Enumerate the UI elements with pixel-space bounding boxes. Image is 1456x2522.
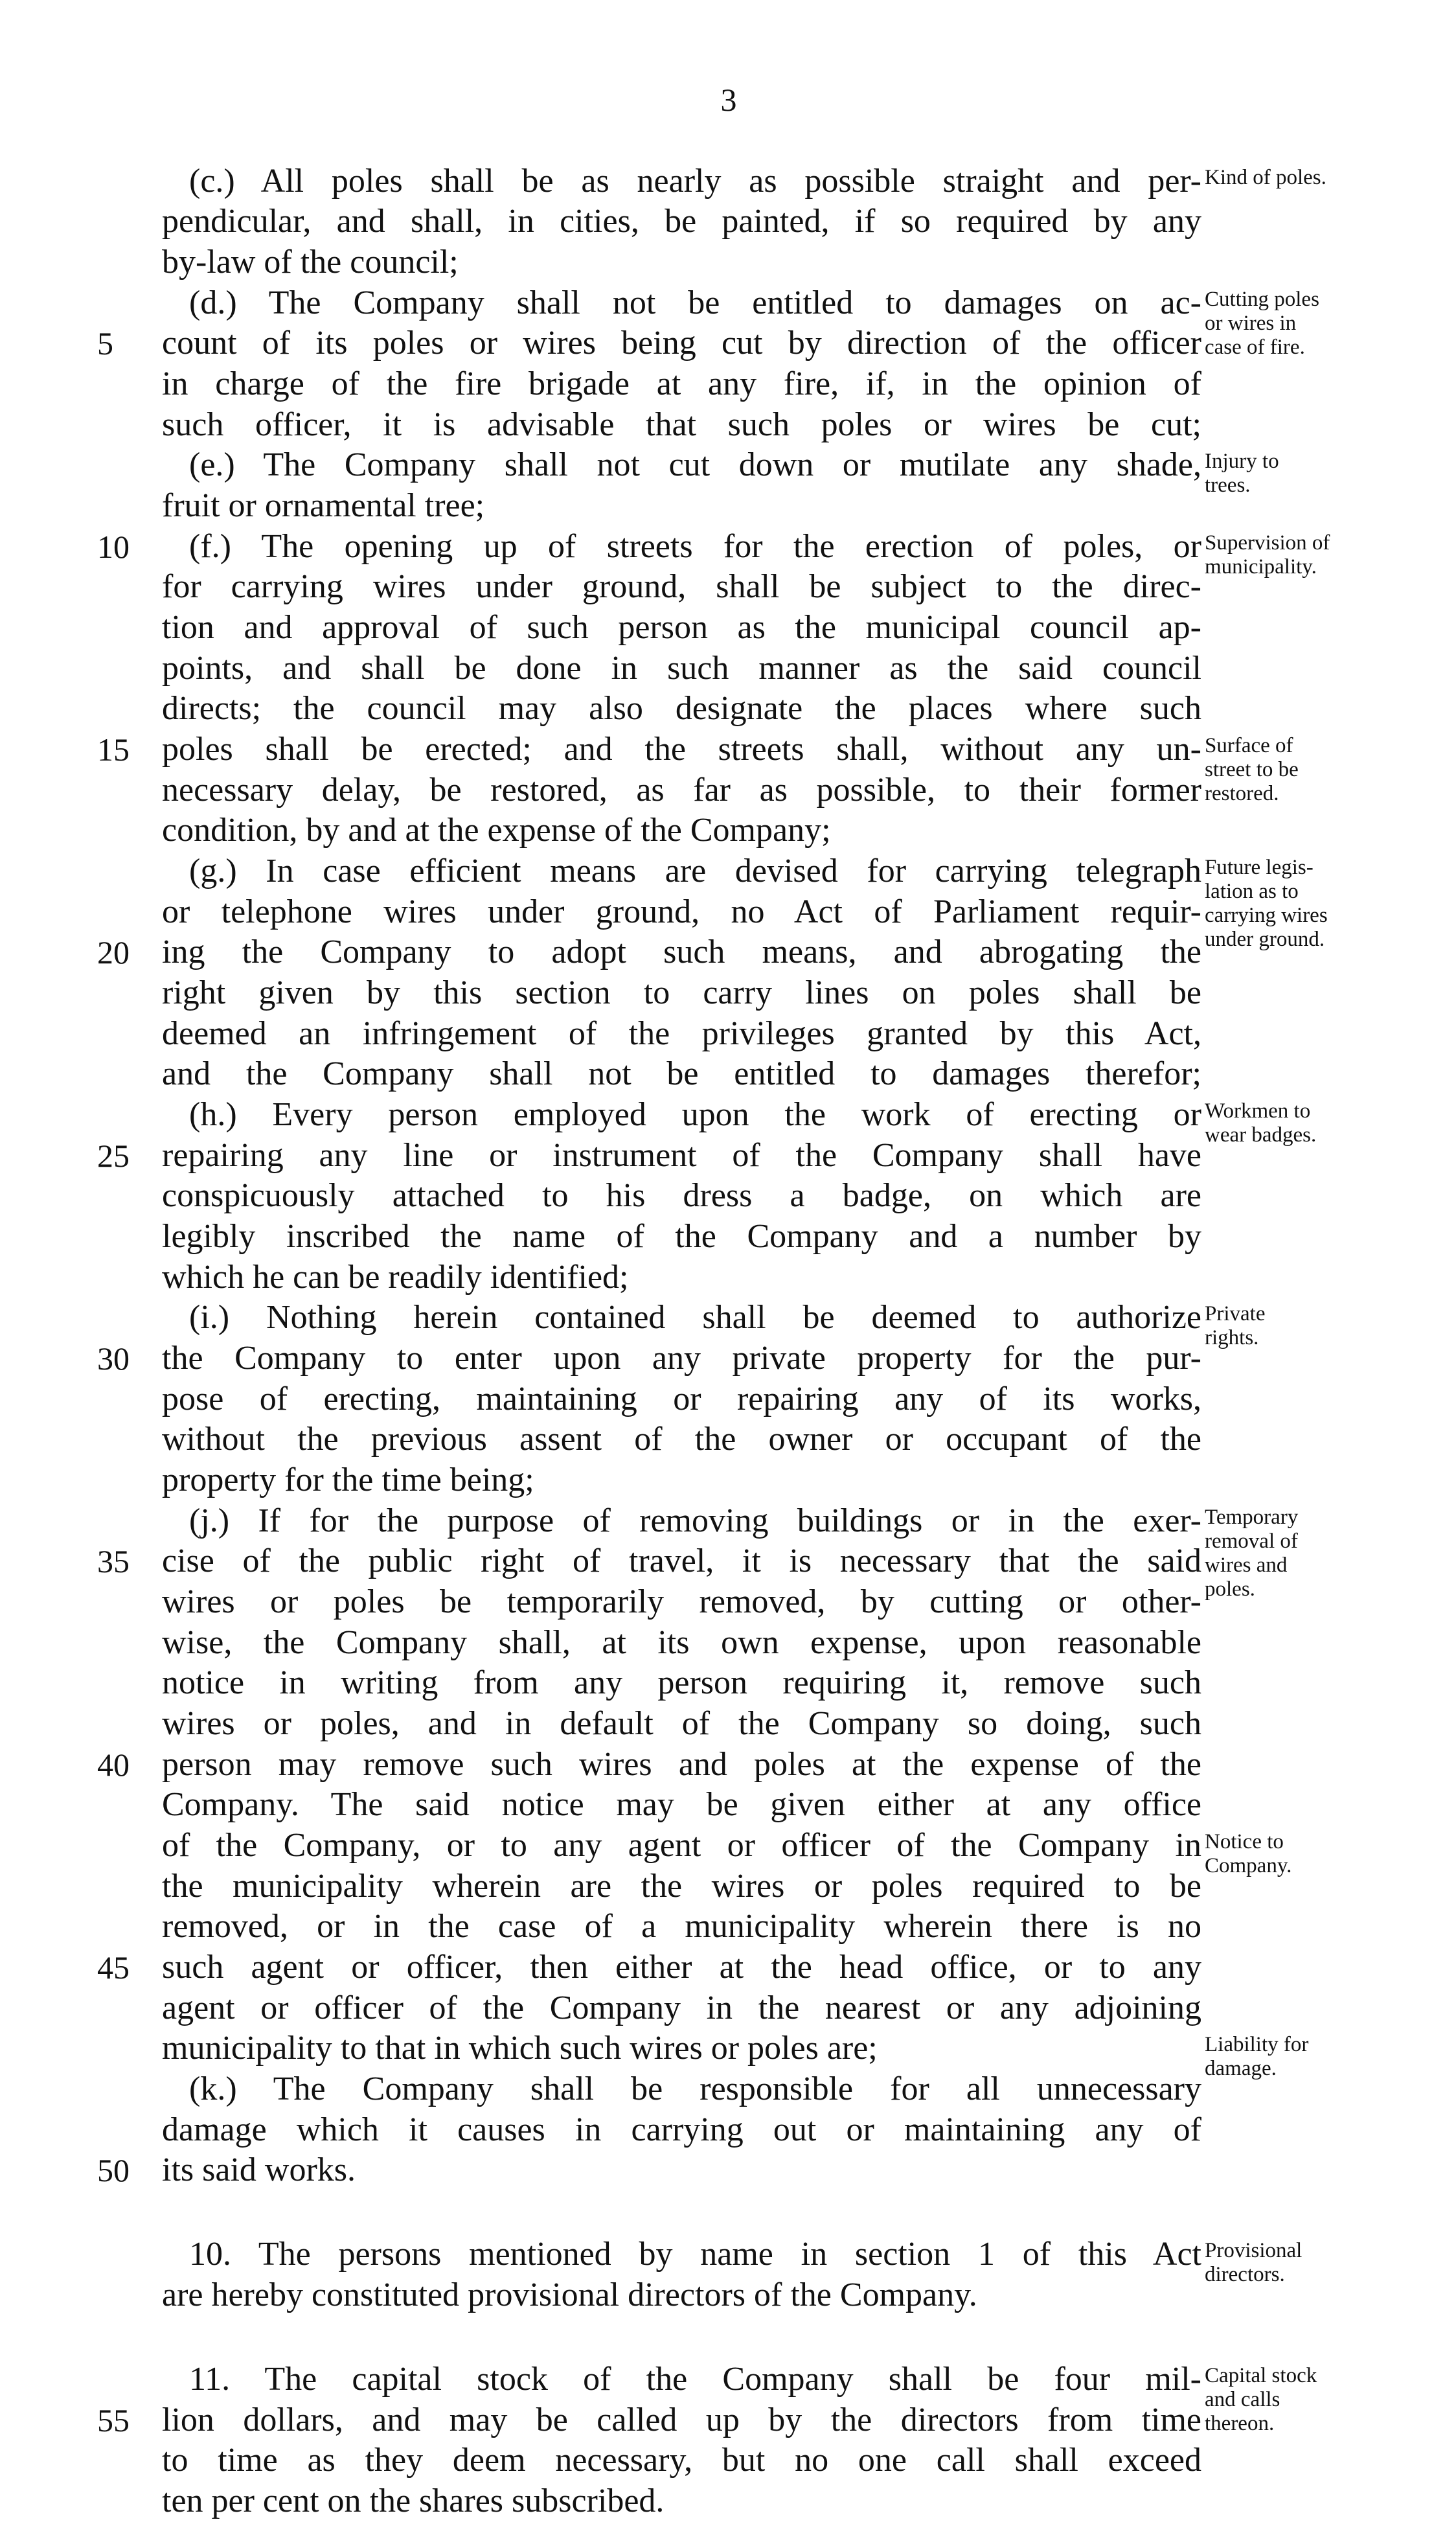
margin-note-line: Workmen to xyxy=(1205,1099,1311,1123)
margin-note xyxy=(1205,166,1380,190)
text-line xyxy=(162,1988,1201,2029)
margin-note-line: carrying wires xyxy=(1205,904,1328,927)
margin-note-line: Capital stock xyxy=(1205,2364,1317,2387)
text-line xyxy=(162,1500,1201,1542)
text-line-content: such officer, it is advisable that such poles or wires be cut; xyxy=(162,406,1201,443)
margin-note xyxy=(1205,734,1380,806)
text-line-content: points, and shall be done in such manner as the said council xyxy=(162,650,1201,687)
text-line-content: right given by this section to carry lines on poles shall be xyxy=(162,974,1201,1011)
margin-note-line: Liability for xyxy=(1205,2033,1309,2056)
text-line-content: (i.) Nothing herein contained shall be deemed to authorize xyxy=(189,1299,1201,1336)
text-line xyxy=(162,891,1201,933)
text-line xyxy=(162,2109,1201,2151)
text-line-content: lion dollars, and may be called up by the directors from time xyxy=(162,2402,1201,2438)
text-line xyxy=(162,2481,1201,2522)
text-line-content: its said works. xyxy=(162,2151,356,2188)
line-number: 10 xyxy=(97,529,130,565)
margin-note-line: and calls xyxy=(1205,2388,1280,2411)
margin-note-line: rights. xyxy=(1205,1326,1259,1349)
text-line xyxy=(162,1947,1201,1988)
margin-note xyxy=(1205,1830,1380,1878)
line-number: 5 xyxy=(97,325,113,361)
margin-note-line: Company. xyxy=(1205,1854,1292,1877)
text-line xyxy=(162,770,1201,811)
text-line-content: legibly inscribed the name of the Company and a number by xyxy=(162,1218,1201,1255)
text-line-content: pose of erecting, maintaining or repairing any of its works, xyxy=(162,1381,1201,1417)
text-line xyxy=(162,607,1201,648)
margin-note-line: Cutting poles xyxy=(1205,288,1319,311)
text-line-content: condition, by and at the expense of the Company; xyxy=(162,812,831,849)
text-line-content: fruit or ornamental tree; xyxy=(162,487,485,524)
text-line xyxy=(162,1784,1201,1826)
line-number: 15 xyxy=(97,731,130,768)
text-line xyxy=(162,1825,1201,1866)
margin-note-line: directors. xyxy=(1205,2263,1285,2286)
text-line xyxy=(162,1581,1201,1623)
text-line xyxy=(162,2275,1201,2316)
margin-note-line: Injury to xyxy=(1205,450,1279,473)
margin-note-line: case of fire. xyxy=(1205,336,1305,359)
text-line-content: notice in writing from any person requiring it, remove such xyxy=(162,1664,1201,1701)
text-line xyxy=(162,2149,1201,2191)
text-line xyxy=(162,282,1201,324)
text-line xyxy=(162,688,1201,729)
text-line-content: agent or officer of the Company in the nearest or any adjoining xyxy=(162,1989,1201,2026)
text-line xyxy=(162,2069,1201,2110)
text-line-content: ten per cent on the shares subscribed. xyxy=(162,2482,665,2519)
text-line xyxy=(162,932,1201,973)
margin-note-line: Provisional xyxy=(1205,2239,1302,2262)
line-number: 20 xyxy=(97,934,130,970)
text-line xyxy=(162,363,1201,405)
margin-note-line: under ground. xyxy=(1205,928,1325,951)
text-line-content: property for the time being; xyxy=(162,1462,534,1498)
margin-note-line: thereon. xyxy=(1205,2412,1275,2435)
margin-note xyxy=(1205,531,1380,579)
margin-note-line: removal of xyxy=(1205,1530,1298,1553)
text-line-content: and the Company shall not be entitled to damages therefor; xyxy=(162,1055,1201,1092)
text-line xyxy=(162,1541,1201,1582)
text-line xyxy=(162,1094,1201,1136)
margin-note-line: Notice to xyxy=(1205,1830,1284,1853)
text-line xyxy=(162,201,1201,242)
line-number: 30 xyxy=(97,1340,130,1377)
text-line-content: conspicuously attached to his dress a badge, on which are xyxy=(162,1177,1201,1214)
text-line-content: count of its poles or wires being cut by direction of the officer xyxy=(162,325,1201,361)
text-line-content: to time as they deem necessary, but no one call shall exceed xyxy=(162,2442,1201,2479)
text-line xyxy=(162,566,1201,608)
text-line-content: person may remove such wires and poles at the expense of the xyxy=(162,1746,1201,1783)
text-line-content: (g.) In case efficient means are devised for carrying telegraph xyxy=(189,853,1201,889)
text-line-content: Company. The said notice may be given either at any office xyxy=(162,1786,1201,1823)
text-line-content: 11. The capital stock of the Company shall be four mil- xyxy=(189,2361,1201,2398)
text-line xyxy=(162,1257,1201,1298)
text-line xyxy=(162,729,1201,770)
text-line-content: necessary delay, be restored, as far as possible, to their former xyxy=(162,772,1201,808)
margin-note-line: lation as to xyxy=(1205,880,1299,903)
text-line xyxy=(162,1906,1201,1947)
text-line xyxy=(162,444,1201,486)
text-line xyxy=(162,1053,1201,1095)
text-line xyxy=(162,1379,1201,1420)
margin-note-line: Future legis- xyxy=(1205,856,1314,879)
margin-note-line: municipality. xyxy=(1205,555,1317,579)
line-number: 35 xyxy=(97,1543,130,1579)
text-line xyxy=(162,851,1201,892)
line-number: 45 xyxy=(97,1949,130,1986)
text-line-content: (d.) The Company shall not be entitled to damages on ac- xyxy=(189,284,1201,321)
text-line-content: removed, or in the case of a municipality wherein there is no xyxy=(162,1908,1201,1945)
text-line xyxy=(162,1460,1201,1501)
text-line xyxy=(162,404,1201,446)
text-line-content: in charge of the fire brigade at any fire, if, in the opinion of xyxy=(162,365,1201,402)
line-number: 50 xyxy=(97,2152,130,2188)
text-line xyxy=(162,1419,1201,1460)
text-line xyxy=(162,1662,1201,1704)
text-line-content: of the Company, or to any agent or officer of the Company in xyxy=(162,1827,1201,1864)
text-line xyxy=(162,2440,1201,2481)
text-line xyxy=(162,1744,1201,1785)
margin-note-line: Private xyxy=(1205,1302,1266,1325)
text-line xyxy=(162,1013,1201,1055)
text-line-content: without the previous assent of the owner or occupant of the xyxy=(162,1421,1201,1458)
margin-note xyxy=(1205,288,1380,360)
text-line xyxy=(162,1216,1201,1257)
text-line xyxy=(162,2234,1201,2275)
line-number: 25 xyxy=(97,1138,130,1174)
text-line-content: by-law of the council; xyxy=(162,244,459,281)
margin-note xyxy=(1205,1506,1380,1601)
text-line-content: the municipality wherein are the wires or poles required to be xyxy=(162,1868,1201,1905)
text-line-content: poles shall be erected; and the streets shall, without any un- xyxy=(162,731,1201,768)
text-line-content: (h.) Every person employed upon the work of erecting or xyxy=(189,1096,1201,1133)
margin-note xyxy=(1205,450,1380,498)
margin-note-line: wear badges. xyxy=(1205,1123,1317,1147)
margin-note xyxy=(1205,856,1380,952)
text-line-content: wires or poles, and in default of the Company so doing, such xyxy=(162,1705,1201,1742)
margin-note xyxy=(1205,1302,1380,1350)
margin-note-line: trees. xyxy=(1205,474,1251,497)
margin-note-line: Supervision of xyxy=(1205,531,1330,555)
text-line-content: or telephone wires under ground, no Act of Parliament requir- xyxy=(162,893,1201,930)
text-line-content: municipality to that in which such wires or poles are; xyxy=(162,2030,878,2067)
text-line-content: directs; the council may also designate the places where such xyxy=(162,690,1201,727)
text-line xyxy=(162,2359,1201,2400)
margin-note-line: wires and xyxy=(1205,1553,1288,1577)
text-line xyxy=(162,1703,1201,1745)
page-number: 3 xyxy=(720,82,737,118)
text-line-content: such agent or officer, then either at the head office, or to any xyxy=(162,1949,1201,1986)
text-line-content: deemed an infringement of the privileges granted by this Act, xyxy=(162,1015,1201,1052)
margin-note-line: Surface of xyxy=(1205,734,1293,757)
margin-note-line: restored. xyxy=(1205,782,1279,805)
text-line-content: 10. The persons mentioned by name in section 1 of this Act xyxy=(189,2236,1201,2273)
margin-note-line: Temporary xyxy=(1205,1506,1299,1529)
text-line xyxy=(162,1866,1201,1907)
text-line xyxy=(162,323,1201,364)
text-line xyxy=(162,242,1201,283)
text-line xyxy=(162,648,1201,689)
text-line-content: damage which it causes in carrying out or maintaining any of xyxy=(162,2111,1201,2148)
text-line-content: for carrying wires under ground, shall be subject to the direc- xyxy=(162,568,1201,605)
text-line-content: (f.) The opening up of streets for the erection of poles, or xyxy=(189,528,1201,565)
text-line-content: wires or poles be temporarily removed, by cutting or other- xyxy=(162,1583,1201,1620)
text-line xyxy=(162,1175,1201,1217)
margin-note-line: Kind of poles. xyxy=(1205,166,1326,189)
text-line-content: cise of the public right of travel, it is necessary that the said xyxy=(162,1542,1201,1579)
margin-note xyxy=(1205,2364,1380,2436)
text-line xyxy=(162,161,1201,202)
line-number: 55 xyxy=(97,2402,130,2438)
text-line xyxy=(162,526,1201,567)
text-line-content: which he can be readily identified; xyxy=(162,1259,629,1296)
margin-note xyxy=(1205,1099,1380,1147)
margin-note xyxy=(1205,2033,1380,2081)
text-line-content: (e.) The Company shall not cut down or mutilate any shade, xyxy=(189,446,1201,483)
text-line xyxy=(162,1297,1201,1338)
text-line-content: pendicular, and shall, in cities, be painted, if so required by any xyxy=(162,203,1201,240)
text-line-content: ing the Company to adopt such means, and abrogating the xyxy=(162,934,1201,970)
line-number: 40 xyxy=(97,1747,130,1783)
text-line-content: are hereby constituted provisional directors of the Company. xyxy=(162,2276,977,2313)
text-line xyxy=(162,2400,1201,2441)
margin-note-line: poles. xyxy=(1205,1577,1255,1601)
text-line-content: (k.) The Company shall be responsible for all unnecessary xyxy=(189,2070,1201,2107)
text-line xyxy=(162,2028,1201,2069)
text-line-content: tion and approval of such person as the municipal council ap- xyxy=(162,609,1201,646)
text-line xyxy=(162,485,1201,527)
text-line-content: wise, the Company shall, at its own expense, upon reasonable xyxy=(162,1624,1201,1661)
margin-note-line: street to be xyxy=(1205,758,1299,781)
text-line-content: (j.) If for the purpose of removing buildings or in the exer- xyxy=(189,1502,1201,1539)
margin-note xyxy=(1205,2239,1380,2287)
text-line xyxy=(162,972,1201,1014)
text-line xyxy=(162,1622,1201,1664)
text-line xyxy=(162,810,1201,851)
text-line-content: (c.) All poles shall be as nearly as possible straight and per- xyxy=(189,163,1201,200)
text-line-content: the Company to enter upon any private property for the pur- xyxy=(162,1340,1201,1377)
margin-note-line: damage. xyxy=(1205,2057,1277,2080)
text-line xyxy=(162,1338,1201,1379)
text-line xyxy=(162,1135,1201,1176)
margin-note-line: or wires in xyxy=(1205,312,1297,335)
text-line-content: repairing any line or instrument of the Company shall have xyxy=(162,1137,1201,1174)
